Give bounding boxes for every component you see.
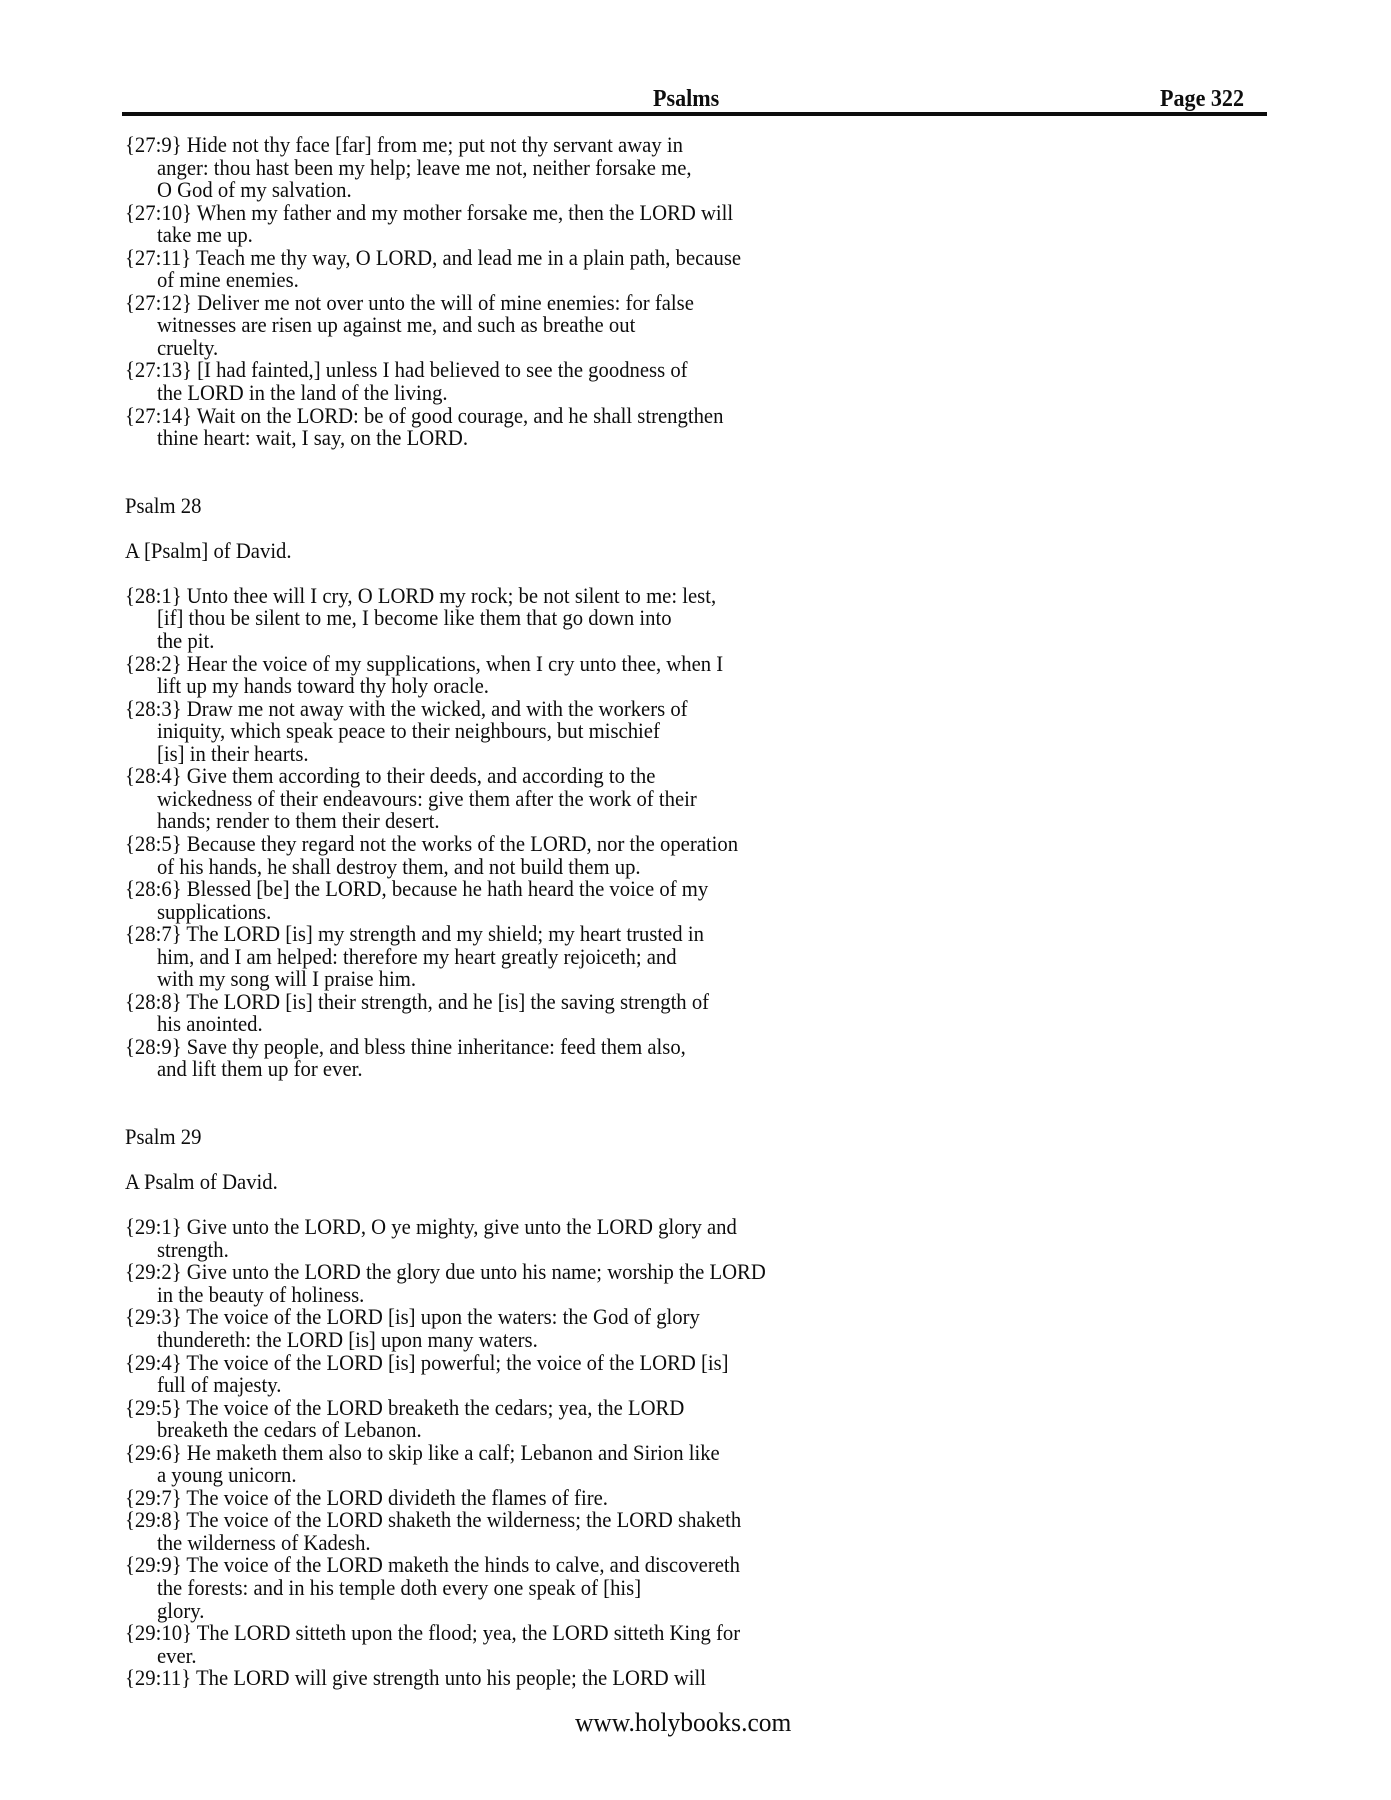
verse-ref: {29:4} <box>125 1349 182 1375</box>
verse-text: The LORD [is] my strength and my shield; my heart trusted in <box>186 921 704 947</box>
spacer <box>125 450 839 473</box>
verse-29-2 <box>125 1261 839 1306</box>
verse-text: The LORD sitteth upon the flood; yea, the LORD sitteth King for <box>196 1620 741 1646</box>
verse-text: The LORD [is] their strength, and he [is] the saving strength of <box>186 988 710 1014</box>
psalm-heading: Psalm 28 <box>125 492 202 518</box>
verse-ref: {27:13} <box>125 357 192 383</box>
verse-29-9 <box>125 1554 839 1622</box>
verse-28-2 <box>125 650 839 699</box>
verse-text: Hide not thy face [far] from me; put not thy servant away in <box>186 132 683 157</box>
verse-text: Wait on the LORD: be of good courage, and he shall strengthen <box>196 402 724 428</box>
verse-27-13 <box>125 359 839 404</box>
verse-ref: {29:10} <box>125 1620 192 1646</box>
verse-text: take me up. <box>156 222 253 248</box>
verse-29-3 <box>125 1306 839 1351</box>
verse-text: in the beauty of holiness. <box>156 1281 365 1307</box>
spacer <box>125 1149 839 1172</box>
psalm-superscription: A [Psalm] of David. <box>125 537 292 563</box>
verse-29-10 <box>125 1622 839 1667</box>
verse-27-14 <box>125 402 839 451</box>
verse-text: supplications. <box>156 898 272 924</box>
verse-text: the pit. <box>156 628 215 654</box>
verse-29-7 <box>125 1484 839 1510</box>
verse-text: glory. <box>156 1597 205 1623</box>
verse-text: Draw me not away with the wicked, and with the workers of <box>186 695 688 721</box>
spacer <box>125 1081 839 1104</box>
verse-ref: {27:12} <box>125 289 192 315</box>
verse-text: strength. <box>156 1236 229 1262</box>
verse-29-6 <box>125 1439 839 1488</box>
verse-text: Give unto the LORD the glory due unto his name; worship the LORD <box>186 1259 766 1285</box>
verse-28-6 <box>125 878 839 923</box>
spacer <box>125 562 839 585</box>
verse-text: the LORD in the land of the living. <box>156 380 448 406</box>
verse-text: him, and I am helped: therefore my heart greatly rejoiceth; and <box>156 943 677 969</box>
verse-29-11 <box>125 1667 839 1690</box>
verse-text: [if] thou be silent to me, I become like them that go down into <box>156 605 672 631</box>
verse-text: a young unicorn. <box>156 1462 297 1488</box>
verse-text: Give unto the LORD, O ye mighty, give unto the LORD glory and <box>186 1214 737 1240</box>
verse-ref: {28:1} <box>125 582 182 608</box>
book-title: Psalms <box>653 86 720 112</box>
verse-text: ever. <box>156 1642 197 1668</box>
spacer <box>125 472 839 495</box>
verse-text: He maketh them also to skip like a calf; Lebanon and Sirion like <box>186 1439 720 1465</box>
verse-28-1 <box>125 582 839 654</box>
footer-website: www.holybooks.com <box>575 1708 792 1737</box>
verse-ref: {27:10} <box>125 199 192 225</box>
verse-ref: {28:6} <box>125 876 182 902</box>
verse-text: Teach me thy way, O LORD, and lead me in a plain path, because <box>195 244 742 270</box>
verse-ref: {28:5} <box>125 830 182 856</box>
verse-28-4 <box>125 765 839 833</box>
verse-text: the forests: and in his temple doth every one speak of [his] <box>156 1575 642 1600</box>
verse-ref: {29:7} <box>125 1484 182 1510</box>
verse-text: the wilderness of Kadesh. <box>156 1529 371 1555</box>
verse-text: Give them according to their deeds, and according to the <box>186 763 656 789</box>
verse-text: Because they regard not the works of the LORD, nor the operation <box>186 830 739 856</box>
verse-text: thundereth: the LORD [is] upon many waters. <box>156 1326 538 1352</box>
verse-text: The voice of the LORD maketh the hinds to calve, and discovereth <box>186 1552 741 1578</box>
verse-text: iniquity, which speak peace to their neighbours, but mischief <box>156 718 660 744</box>
verse-text: Blessed [be] the LORD, because he hath heard the voice of my <box>186 876 709 902</box>
verse-text: The voice of the LORD [is] powerful; the voice of the LORD [is] <box>186 1349 729 1375</box>
verse-28-7 <box>125 923 839 991</box>
verse-text: The LORD will give strength unto his people; the LORD will <box>195 1665 707 1691</box>
verse-28-8 <box>125 988 839 1037</box>
verse-text: lift up my hands toward thy holy oracle. <box>156 673 489 699</box>
verse-27-12 <box>125 289 839 360</box>
verse-ref: {29:5} <box>125 1394 182 1420</box>
verse-text: Deliver me not over unto the will of mine enemies: for false <box>197 289 694 315</box>
verse-text: The voice of the LORD breaketh the cedars; yea, the LORD <box>186 1394 685 1420</box>
verse-ref: {27:11} <box>125 244 192 270</box>
verse-ref: {28:3} <box>125 695 182 721</box>
verse-ref: {27:9} <box>125 132 182 157</box>
page-content <box>125 134 839 1690</box>
verse-ref: {28:2} <box>125 650 182 676</box>
verse-text: O God of my salvation. <box>156 177 352 203</box>
verse-text: anger: thou hast been my help; leave me not, neither forsake me, <box>156 154 692 180</box>
verse-28-5 <box>125 830 839 879</box>
psalm-superscription: A Psalm of David. <box>125 1169 278 1195</box>
verse-text: thine heart: wait, I say, on the LORD. <box>156 425 469 451</box>
verse-text: When my father and my mother forsake me, then the LORD will <box>196 199 734 225</box>
verse-ref: {29:8} <box>125 1507 182 1533</box>
verse-29-1 <box>125 1216 839 1261</box>
verse-text: [is] in their hearts. <box>156 740 309 766</box>
verse-text: witnesses are risen up against me, and such as breathe out <box>156 312 636 338</box>
verse-text: cruelty. <box>156 334 219 360</box>
verse-text: hands; render to them their desert. <box>156 808 440 834</box>
verse-ref: {28:4} <box>125 763 182 789</box>
verse-ref: {27:14} <box>125 402 192 428</box>
verse-29-8 <box>125 1509 839 1554</box>
verse-text: of mine enemies. <box>156 267 299 293</box>
verse-text: his anointed. <box>156 1011 263 1037</box>
verse-27-9 <box>125 134 839 202</box>
verse-ref: {29:11} <box>125 1665 192 1691</box>
verse-ref: {28:7} <box>125 921 182 947</box>
verse-text: breaketh the cedars of Lebanon. <box>156 1417 422 1443</box>
verse-29-5 <box>125 1394 839 1443</box>
spacer <box>125 1104 839 1127</box>
verse-text: [I had fainted,] unless I had believed to see the goodness of <box>197 357 688 383</box>
verse-ref: {29:9} <box>125 1552 182 1578</box>
verse-28-3 <box>125 695 839 766</box>
verse-ref: {29:1} <box>125 1214 182 1240</box>
page-number: Page 322 <box>1160 86 1245 112</box>
verse-text: full of majesty. <box>156 1372 282 1398</box>
verse-text: of his hands, he shall destroy them, and not build them up. <box>156 853 641 879</box>
verse-text: Hear the voice of my supplications, when I cry unto thee, when I <box>186 650 724 676</box>
header-divider <box>122 112 1267 116</box>
verse-ref: {29:2} <box>125 1259 182 1285</box>
verse-text: The voice of the LORD shaketh the wilderness; the LORD shaketh <box>186 1507 742 1533</box>
verse-ref: {29:3} <box>125 1304 182 1330</box>
verse-text: The voice of the LORD divideth the flames of fire. <box>186 1484 608 1510</box>
verse-text: with my song will I praise him. <box>156 966 417 992</box>
verse-text: and lift them up for ever. <box>156 1056 363 1082</box>
verse-ref: {28:9} <box>125 1033 182 1059</box>
verse-text: The voice of the LORD [is] upon the waters: the God of glory <box>186 1304 700 1330</box>
verse-28-9 <box>125 1033 839 1082</box>
spacer <box>125 1194 839 1217</box>
verse-27-11 <box>125 244 839 293</box>
verse-ref: {28:8} <box>125 988 182 1014</box>
spacer <box>125 517 839 540</box>
verse-text: wickedness of their endeavours: give them after the work of their <box>156 785 697 811</box>
psalm-heading: Psalm 29 <box>125 1124 202 1150</box>
verse-29-4 <box>125 1349 839 1398</box>
verse-ref: {29:6} <box>125 1439 182 1465</box>
verse-text: Save thy people, and bless thine inheritance: feed them also, <box>186 1033 686 1059</box>
verse-text: Unto thee will I cry, O LORD my rock; be not silent to me: lest, <box>186 582 717 608</box>
verse-27-10 <box>125 199 839 248</box>
